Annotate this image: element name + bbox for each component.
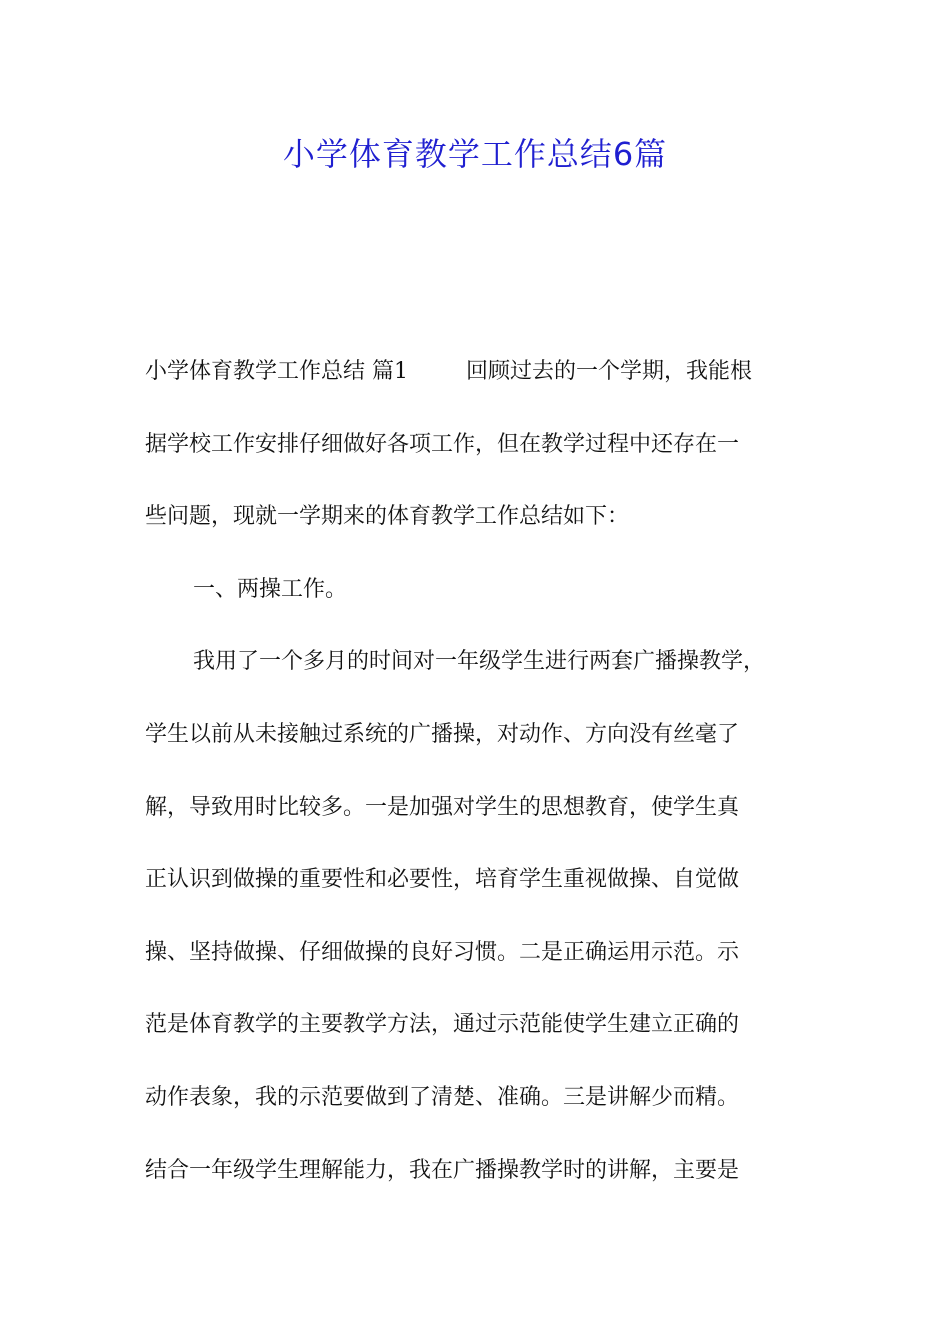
body-line-text: 回顾过去的一个学期，我能根 (466, 359, 753, 384)
document-title: 小学体育教学工作总结6篇 (282, 135, 668, 173)
body-line: 范是体育教学的主要教学方法，通过示范能使学生建立正确的 (145, 1012, 740, 1038)
body-line: 据学校工作安排仔细做好各项工作，但在教学过程中还存在一 (145, 431, 740, 457)
body-line: 动作表象，我的示范要做到了清楚、准确。三是讲解少而精。 (145, 1084, 740, 1110)
body-line: 操、坚持做操、仔细做操的良好习惯。二是正确运用示范。示 (145, 939, 740, 965)
body-line: 学生以前从未接触过系统的广播操，对动作、方向没有丝毫了 (145, 721, 740, 747)
body-line (145, 336, 810, 409)
body-line: 些问题，现就一学期来的体育教学工作总结如下： (145, 504, 630, 530)
body-line: 正认识到做操的重要性和必要性，培育学生重视做操、自觉做 (145, 867, 740, 893)
body-line: 结合一年级学生理解能力，我在广播操教学时的讲解，主要是 (145, 1157, 740, 1183)
document-body (145, 336, 810, 1207)
section-heading: 小学体育教学工作总结 篇1 (145, 359, 408, 384)
body-line: 我用了一个多月的时间对一年级学生进行两套广播操教学， (193, 649, 766, 675)
subheading-line: 一、两操工作。 (193, 576, 348, 602)
body-line: 解，导致用时比较多。一是加强对学生的思想教育，使学生真 (145, 794, 740, 820)
